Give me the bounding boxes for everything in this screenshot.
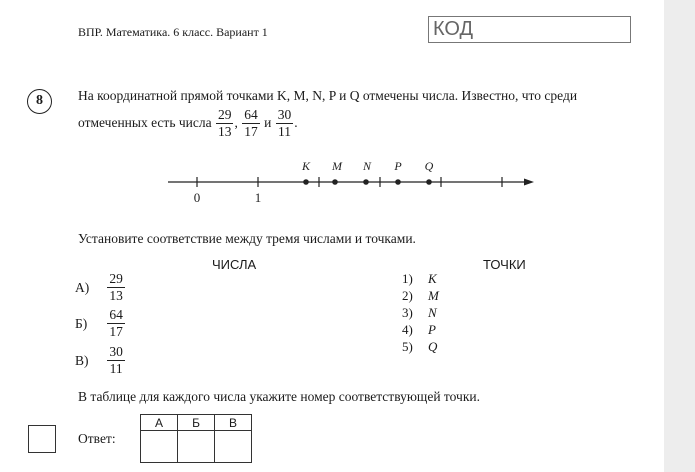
task-text-prefix: отмеченных есть числа bbox=[78, 115, 212, 130]
option-c-fraction bbox=[107, 344, 125, 377]
option-a-num: 29 bbox=[109, 271, 123, 286]
end-dot: . bbox=[294, 115, 298, 130]
point-item-name: K bbox=[428, 271, 437, 286]
option-c-den: 11 bbox=[109, 361, 123, 376]
tick-label-zero: 0 bbox=[193, 190, 201, 205]
option-a bbox=[75, 271, 126, 304]
option-c bbox=[75, 344, 126, 377]
option-a-fraction bbox=[107, 271, 125, 304]
point-item-name: Q bbox=[428, 339, 438, 354]
answer-score-box[interactable] bbox=[28, 425, 56, 453]
option-a-label: А) bbox=[75, 279, 90, 295]
point-item-2 bbox=[402, 288, 439, 304]
page-header: ВПР. Математика. 6 класс. Вариант 1 bbox=[78, 25, 268, 39]
point-item-1 bbox=[402, 271, 437, 287]
point-q bbox=[426, 179, 432, 185]
task-text-line1: На координатной прямой точками K, M, N, P и Q отмечены числа. Известно, что среди bbox=[78, 88, 578, 103]
number-line bbox=[160, 150, 540, 210]
fraction-2 bbox=[242, 107, 260, 140]
task-number: 8 bbox=[27, 89, 52, 114]
point-label-p: P bbox=[394, 159, 402, 173]
point-label-m: M bbox=[332, 159, 342, 173]
answer-table bbox=[140, 414, 252, 463]
point-item-5 bbox=[402, 339, 437, 355]
point-p bbox=[395, 179, 401, 185]
answer-header-a: А bbox=[141, 415, 178, 431]
match-instruction: Установите соответствие между тремя числами и точками. bbox=[78, 231, 416, 246]
fraction-3-den: 11 bbox=[277, 124, 291, 140]
fraction-2-num: 64 bbox=[244, 107, 258, 123]
point-item-number: 1) bbox=[402, 271, 413, 286]
option-b-fraction bbox=[107, 307, 125, 340]
option-c-num: 30 bbox=[109, 344, 123, 359]
option-b-den: 17 bbox=[109, 324, 123, 339]
number-line-arrow bbox=[524, 179, 534, 186]
answer-cell-b[interactable] bbox=[178, 431, 215, 463]
page-edge-shade bbox=[664, 0, 695, 472]
point-item-number: 4) bbox=[402, 322, 413, 337]
task-text-line2 bbox=[78, 104, 298, 142]
point-item-number: 3) bbox=[402, 305, 413, 320]
point-label-n: N bbox=[362, 159, 372, 173]
point-n bbox=[363, 179, 369, 185]
answer-cell-a[interactable] bbox=[141, 431, 178, 463]
point-m bbox=[332, 179, 338, 185]
option-b bbox=[75, 307, 126, 340]
table-instruction: В таблице для каждого числа укажите номер соответствующей точки. bbox=[78, 389, 480, 404]
tick-label-one: 1 bbox=[254, 190, 262, 205]
point-item-4 bbox=[402, 322, 436, 338]
answer-header-b: Б bbox=[178, 415, 215, 431]
point-item-name: M bbox=[428, 288, 439, 303]
answer-cell-c[interactable] bbox=[215, 431, 252, 463]
fraction-1-num: 29 bbox=[217, 107, 232, 123]
fraction-3-num: 30 bbox=[277, 107, 292, 123]
fraction-3 bbox=[276, 107, 294, 140]
fraction-2-den: 17 bbox=[244, 124, 258, 140]
point-item-number: 2) bbox=[402, 288, 413, 303]
option-a-den: 13 bbox=[109, 288, 123, 303]
comma-1: , bbox=[234, 115, 238, 130]
point-label-q: Q bbox=[424, 159, 434, 173]
point-item-name: P bbox=[428, 322, 436, 337]
points-column-header: ТОЧКИ bbox=[483, 257, 526, 272]
answer-label: Ответ: bbox=[78, 431, 116, 446]
point-k bbox=[303, 179, 309, 185]
option-b-label: Б) bbox=[75, 315, 88, 331]
option-b-num: 64 bbox=[109, 307, 123, 322]
point-label-k: K bbox=[301, 159, 311, 173]
answer-header-c: В bbox=[215, 415, 252, 431]
and-word: и bbox=[264, 115, 272, 130]
option-c-label: В) bbox=[75, 352, 89, 368]
fraction-1-den: 13 bbox=[217, 124, 232, 140]
numbers-column-header: ЧИСЛА bbox=[212, 257, 257, 272]
code-field[interactable]: КОД bbox=[428, 16, 631, 43]
point-item-number: 5) bbox=[402, 339, 413, 354]
fraction-1 bbox=[216, 107, 234, 140]
point-item-name: N bbox=[428, 305, 437, 320]
point-item-3 bbox=[402, 305, 437, 321]
